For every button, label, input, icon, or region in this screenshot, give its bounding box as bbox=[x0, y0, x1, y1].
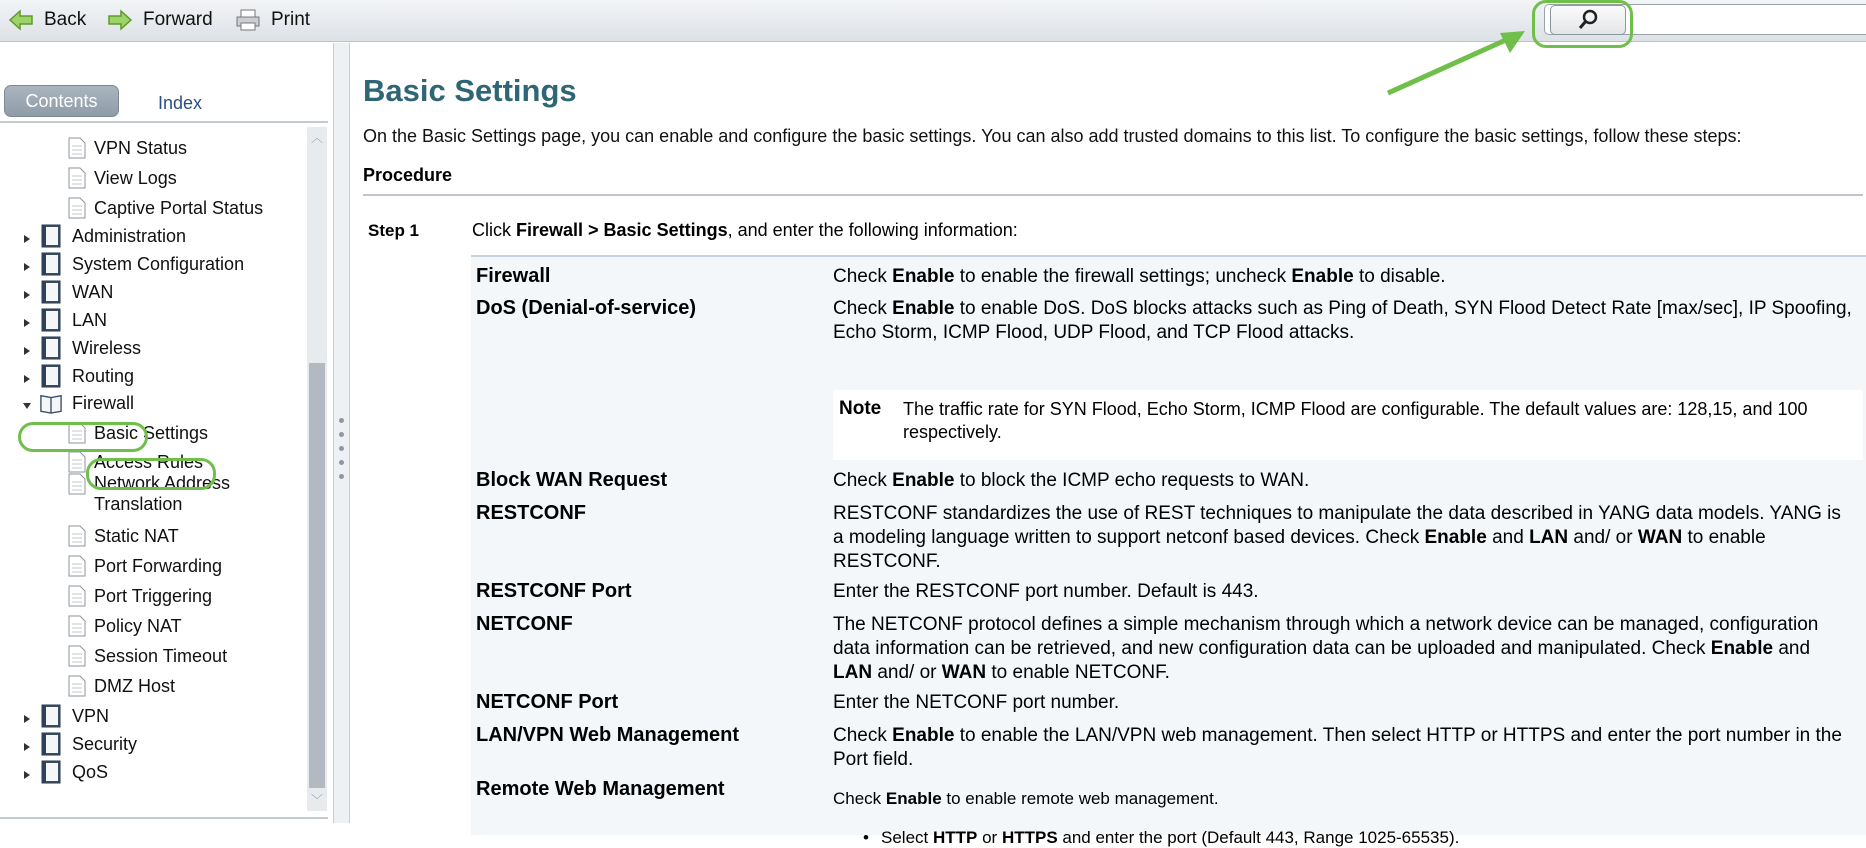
term-firewall: Firewall bbox=[476, 265, 551, 287]
desc-bold: WAN bbox=[941, 662, 987, 683]
tree-item-qos[interactable] bbox=[40, 759, 108, 785]
page-icon bbox=[68, 585, 86, 607]
term-netconf-port: NETCONF Port bbox=[476, 691, 619, 713]
tree-item-label: Security bbox=[72, 733, 138, 754]
book-icon bbox=[40, 280, 62, 304]
tree-item-port-triggering[interactable] bbox=[68, 583, 212, 609]
help-content bbox=[350, 43, 1866, 847]
basic-settings-highlight-ring bbox=[86, 458, 216, 490]
page-icon bbox=[68, 451, 86, 473]
desc-text: or bbox=[977, 828, 1002, 847]
desc-bold: HTTP bbox=[932, 828, 978, 847]
expand-triangle-icon[interactable] bbox=[22, 315, 32, 325]
tree-item-label: Basic Settings bbox=[94, 422, 209, 443]
tabs-divider bbox=[0, 121, 328, 123]
tree-item-static-nat[interactable] bbox=[68, 523, 179, 549]
tab-index[interactable]: Index bbox=[158, 93, 203, 113]
expand-triangle-icon[interactable] bbox=[22, 287, 32, 297]
settings-table bbox=[471, 255, 1866, 847]
desc-bold: Enable bbox=[1291, 266, 1354, 287]
tree-item-wan[interactable] bbox=[40, 279, 113, 305]
step-text bbox=[472, 220, 1018, 241]
tree-item-lan[interactable] bbox=[40, 307, 107, 333]
tree-item-label: View Logs bbox=[94, 167, 177, 188]
desc-text: to enable DoS. DoS blocks attacks such as Ping of Death, SYN Flood Detect Rate [max/sec], IP Spoofing, Echo Storm, ICMP Flood, UDP Flood, and TCP Flood attacks. bbox=[833, 298, 1852, 343]
forward-button[interactable] bbox=[107, 6, 213, 34]
book-icon bbox=[40, 364, 62, 388]
desc-text: and bbox=[1773, 638, 1811, 659]
page-icon bbox=[68, 167, 86, 189]
desc-bold: Enable bbox=[892, 266, 955, 287]
desc-text: and enter the port (Default 443, Range 1025-65535). bbox=[1057, 828, 1460, 847]
desc-text: to enable remote web management. bbox=[941, 789, 1219, 808]
desc-bold: HTTPS bbox=[1001, 828, 1058, 847]
tree-item-label: VPN bbox=[72, 705, 110, 726]
desc-text: Check bbox=[833, 266, 893, 287]
book-icon bbox=[40, 760, 62, 784]
step-text-menu-path: Firewall > Basic Settings bbox=[516, 220, 728, 240]
term-remote-web-management: Remote Web Management bbox=[476, 778, 725, 800]
note-text: The traffic rate for SYN Flood, Echo Storm, ICMP Flood are configurable. The default values are: 128,15, and 100 respectively. bbox=[903, 399, 1808, 442]
desc-text: to block the ICMP echo requests to WAN. bbox=[954, 470, 1310, 491]
tree-item-routing[interactable] bbox=[40, 363, 134, 389]
desc-bold: WAN bbox=[1637, 527, 1683, 548]
expand-triangle-icon[interactable] bbox=[22, 343, 32, 353]
print-label: Print bbox=[271, 9, 311, 30]
term-restconf: RESTCONF bbox=[476, 502, 586, 524]
splitter-grip-dot bbox=[339, 432, 344, 437]
tree-item-policy-nat[interactable] bbox=[68, 613, 182, 639]
tree-item-vpn-status[interactable] bbox=[68, 135, 187, 161]
procedure-heading: Procedure bbox=[363, 165, 453, 185]
page-title: Basic Settings bbox=[363, 73, 577, 108]
page-icon bbox=[68, 645, 86, 667]
tree-item-label: Session Timeout bbox=[94, 645, 228, 666]
tree-item-label: Administration bbox=[72, 225, 187, 246]
desc-bold: Enable bbox=[885, 789, 942, 808]
desc-text: Check bbox=[833, 725, 893, 746]
open-book-icon bbox=[40, 391, 62, 415]
desc-firewall bbox=[833, 265, 1853, 289]
desc-bold: Enable bbox=[1424, 527, 1487, 548]
tree-item-label: Routing bbox=[72, 365, 135, 386]
page-icon bbox=[68, 675, 86, 697]
tree-item-view-logs[interactable] bbox=[68, 165, 177, 191]
desc-text: to enable NETCONF. bbox=[986, 662, 1170, 683]
pane-bottom-divider bbox=[0, 817, 328, 819]
desc-text: and/ or bbox=[872, 662, 942, 683]
back-button[interactable] bbox=[8, 6, 86, 34]
printer-icon bbox=[235, 8, 261, 32]
firewall-highlight-ring bbox=[18, 422, 148, 452]
procedure-divider bbox=[363, 194, 1863, 196]
tree-item-firewall[interactable] bbox=[40, 390, 134, 416]
tree-item-label: QoS bbox=[72, 761, 109, 782]
term-block-wan: Block WAN Request bbox=[476, 469, 668, 491]
tree-item-system-configuration[interactable] bbox=[40, 251, 244, 277]
desc-text: and bbox=[1486, 527, 1530, 548]
splitter-grip-dot bbox=[339, 474, 344, 479]
desc-bold: LAN bbox=[833, 662, 873, 683]
book-icon bbox=[40, 308, 62, 332]
desc-restconf-port: Enter the RESTCONF port number. Default is 443. bbox=[833, 581, 1259, 602]
collapse-triangle-icon[interactable] bbox=[22, 398, 32, 408]
tree-item-label: Firewall bbox=[72, 392, 135, 413]
tree-item-label: Port Triggering bbox=[94, 585, 213, 606]
desc-restconf bbox=[833, 502, 1853, 574]
page-icon bbox=[68, 197, 86, 219]
step-text-post: , and enter the following information: bbox=[727, 220, 1018, 240]
desc-text: The NETCONF protocol defines a simple mechanism through which a network device can be managed, configuration data information can be retrieved, and new configuration data can be uploaded and manipulated. Check bbox=[833, 614, 1819, 659]
tree-item-security[interactable] bbox=[40, 731, 137, 757]
tree-item-port-forwarding[interactable] bbox=[68, 553, 222, 579]
desc-lan-vpn-web-management bbox=[833, 724, 1853, 772]
search-highlight-ring bbox=[1532, 0, 1633, 48]
book-icon bbox=[40, 336, 62, 360]
print-button[interactable] bbox=[235, 6, 310, 34]
tree-item-label: Wireless bbox=[72, 337, 142, 358]
desc-bold: Enable bbox=[892, 298, 955, 319]
desc-text: to enable the firewall settings; uncheck bbox=[954, 266, 1292, 287]
expand-triangle-icon[interactable] bbox=[22, 767, 32, 777]
desc-text: to enable RESTCONF. bbox=[833, 527, 1766, 572]
expand-triangle-icon[interactable] bbox=[22, 711, 32, 721]
note-label: Note bbox=[839, 398, 882, 419]
desc-netconf-port: Enter the NETCONF port number. bbox=[833, 692, 1120, 713]
note-box bbox=[833, 390, 1863, 460]
splitter-grip-dot bbox=[339, 418, 344, 423]
book-icon bbox=[40, 224, 62, 248]
desc-text: Check bbox=[833, 470, 893, 491]
book-icon bbox=[40, 704, 62, 728]
desc-text: Select bbox=[881, 828, 933, 847]
desc-block-wan bbox=[833, 469, 1853, 493]
tree-item-label: LAN bbox=[72, 309, 108, 330]
tree-item-vpn[interactable] bbox=[40, 703, 109, 729]
desc-bold: Enable bbox=[892, 470, 955, 491]
list-item bbox=[881, 828, 1459, 848]
expand-triangle-icon[interactable] bbox=[22, 259, 32, 269]
step-text-pre: Click bbox=[472, 220, 516, 240]
expand-triangle-icon[interactable] bbox=[22, 231, 32, 241]
desc-netconf bbox=[833, 613, 1853, 685]
forward-label: Forward bbox=[143, 9, 213, 30]
page-icon bbox=[68, 525, 86, 547]
desc-bold: Enable bbox=[892, 725, 955, 746]
tree-item-label: Policy NAT bbox=[94, 615, 182, 636]
tree-item-dmz-host[interactable] bbox=[68, 673, 175, 699]
splitter-grip-dot bbox=[339, 460, 344, 465]
tree-scrollbar-thumb[interactable] bbox=[309, 363, 325, 788]
term-dos: DoS (Denial-of-service) bbox=[476, 297, 697, 319]
tree-item-label: Access Rules bbox=[94, 451, 204, 472]
back-label: Back bbox=[44, 9, 87, 30]
intro-text: On the Basic Settings page, you can enable and configure the basic settings. You can also add trusted domains to this list. To configure the basic settings, follow these steps: bbox=[363, 126, 1742, 146]
navigation-pane bbox=[0, 43, 333, 823]
desc-bold: Enable bbox=[1710, 638, 1774, 659]
desc-text: and/ or bbox=[1568, 527, 1638, 548]
page-icon bbox=[68, 555, 86, 577]
expand-triangle-icon[interactable] bbox=[22, 739, 32, 749]
desc-text: RESTCONF standardizes the use of REST techniques to manipulate the data described in YANG data models. YANG is a modeling language written to support netconf based devices. Check bbox=[833, 503, 1841, 548]
splitter-grip-dot bbox=[339, 446, 344, 451]
tree-item-label: Port Forwarding bbox=[94, 555, 223, 576]
tree-item-label-line: Translation bbox=[94, 494, 183, 514]
book-icon bbox=[40, 252, 62, 276]
tree-item-wireless[interactable] bbox=[40, 335, 141, 361]
scroll-up-icon[interactable]: ︿ bbox=[310, 130, 323, 145]
tree-item-session-timeout[interactable] bbox=[68, 643, 227, 669]
page-icon bbox=[68, 615, 86, 637]
tab-contents[interactable]: Contents bbox=[4, 85, 119, 117]
desc-dos bbox=[833, 297, 1853, 345]
tree-item-label: DMZ Host bbox=[94, 675, 175, 696]
scroll-down-icon[interactable]: ﹀ bbox=[310, 792, 323, 807]
book-icon bbox=[40, 732, 62, 756]
term-restconf-port: RESTCONF Port bbox=[476, 580, 632, 602]
desc-bold: LAN bbox=[1529, 527, 1569, 548]
desc-remote-web-management bbox=[833, 787, 1853, 811]
tree-item-label: VPN Status bbox=[94, 137, 188, 158]
back-arrow-icon bbox=[8, 8, 34, 32]
step-label: Step 1 bbox=[368, 221, 420, 240]
tree-item-label: WAN bbox=[72, 281, 114, 302]
tree-item-captive-portal-status[interactable] bbox=[68, 195, 263, 221]
tree-item-label-line: Network Address bbox=[94, 473, 231, 493]
tree-item-administration[interactable] bbox=[40, 223, 186, 249]
term-netconf: NETCONF bbox=[476, 613, 573, 635]
tree-item-label: Captive Portal Status bbox=[94, 197, 264, 218]
desc-text: Check bbox=[833, 298, 893, 319]
expand-triangle-icon[interactable] bbox=[22, 371, 32, 381]
desc-text: to disable. bbox=[1353, 266, 1446, 287]
desc-text: Check bbox=[833, 789, 886, 808]
page-icon bbox=[68, 137, 86, 159]
term-lan-vpn-web-management: LAN/VPN Web Management bbox=[476, 724, 739, 746]
forward-arrow-icon bbox=[107, 8, 133, 32]
tree-item-label: System Configuration bbox=[72, 253, 245, 274]
page-icon bbox=[68, 473, 86, 495]
desc-text: to enable the LAN/VPN web management. Then select HTTP or HTTPS and enter the port number in the Port field. bbox=[833, 725, 1842, 770]
tree-item-label: Static NAT bbox=[94, 525, 179, 546]
